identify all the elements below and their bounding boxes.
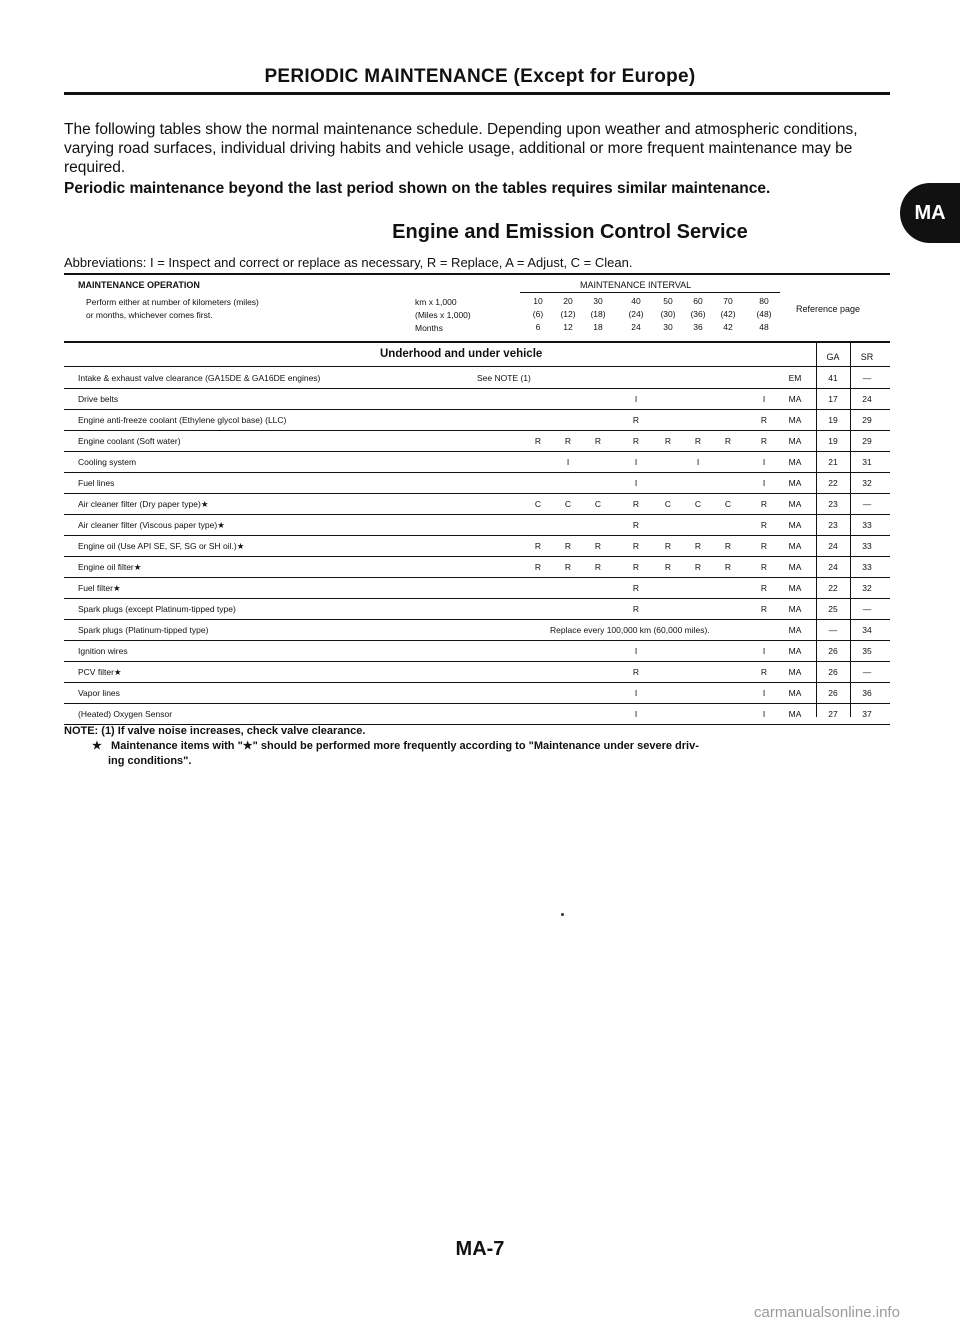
ref-ga: 26 bbox=[828, 688, 838, 698]
ref-sr: — bbox=[862, 499, 872, 509]
ref-section: MA bbox=[788, 436, 802, 446]
interval-cell: I bbox=[762, 709, 766, 719]
interval-miles: (36) bbox=[690, 309, 706, 319]
table-row bbox=[64, 556, 890, 578]
interval-cell: R bbox=[632, 583, 640, 593]
ref-section: MA bbox=[788, 625, 802, 635]
ref-ga: 21 bbox=[828, 457, 838, 467]
notes bbox=[64, 724, 699, 769]
table-row bbox=[64, 577, 890, 599]
interval-miles: (18) bbox=[590, 309, 606, 319]
interval-months: 12 bbox=[563, 322, 573, 332]
ref-sr: 32 bbox=[862, 583, 872, 593]
interval-cell: R bbox=[534, 436, 542, 446]
interval-cell: R bbox=[632, 562, 640, 572]
table-row bbox=[64, 619, 890, 641]
interval-miles: (48) bbox=[756, 309, 772, 319]
interval-cell: R bbox=[760, 499, 768, 509]
interval-cell: R bbox=[664, 562, 672, 572]
operation-label: Fuel filter★ bbox=[78, 583, 121, 593]
table-row bbox=[64, 367, 890, 389]
interval-cell: R bbox=[760, 541, 768, 551]
interval-cell: R bbox=[534, 541, 542, 551]
note-1: NOTE: (1) If valve noise increases, check valve clearance. bbox=[64, 725, 366, 737]
unit-miles: (Miles x 1,000) bbox=[415, 310, 471, 320]
ref-sr: 35 bbox=[862, 646, 872, 656]
interval-km: 50 bbox=[663, 296, 673, 306]
ref-sr: — bbox=[862, 667, 872, 677]
note-2-continued: ing conditions". bbox=[108, 755, 192, 767]
perform-text-2: or months, whichever comes first. bbox=[86, 310, 213, 320]
ref-sr: 32 bbox=[862, 478, 872, 488]
interval-rule bbox=[520, 292, 780, 293]
ref-sr: 31 bbox=[862, 457, 872, 467]
operation-label: Spark plugs (Platinum-tipped type) bbox=[78, 625, 209, 635]
interval-cell: I bbox=[634, 709, 638, 719]
ref-ga: 17 bbox=[828, 394, 838, 404]
interval-cell: R bbox=[724, 541, 732, 551]
interval-cell: C bbox=[594, 499, 602, 509]
interval-km: 30 bbox=[593, 296, 603, 306]
ref-ga: — bbox=[828, 625, 838, 635]
interval-cell: I bbox=[762, 394, 766, 404]
interval-header: MAINTENANCE INTERVAL bbox=[580, 280, 692, 290]
interval-miles: (6) bbox=[532, 309, 544, 319]
ref-section: MA bbox=[788, 541, 802, 551]
ref-ga: 22 bbox=[828, 478, 838, 488]
operation-label: Engine oil filter★ bbox=[78, 562, 142, 572]
table-row bbox=[64, 451, 890, 473]
interval-miles: (24) bbox=[628, 309, 644, 319]
ref-section: MA bbox=[788, 604, 802, 614]
intro-paragraph: The following tables show the normal maintenance schedule. Depending upon weather and atmospheric conditions, varying road surfaces, individual driving habits and vehicle usage, additional or more frequent maintenance may be required. bbox=[64, 121, 858, 176]
ref-section: MA bbox=[788, 478, 802, 488]
interval-km: 70 bbox=[723, 296, 733, 306]
interval-cell: R bbox=[760, 436, 768, 446]
ref-ga: 23 bbox=[828, 499, 838, 509]
interval-cell: R bbox=[564, 562, 572, 572]
interval-miles: (12) bbox=[560, 309, 576, 319]
interval-cell: R bbox=[632, 667, 640, 677]
interval-cell: R bbox=[564, 541, 572, 551]
page-number: MA-7 bbox=[455, 1238, 505, 1260]
interval-cell: R bbox=[594, 562, 602, 572]
subsection-title: Underhood and under vehicle bbox=[380, 348, 543, 360]
ref-sr: — bbox=[862, 604, 872, 614]
reference-page-header: Reference page bbox=[796, 304, 861, 314]
interval-months: 24 bbox=[631, 322, 641, 332]
interval-months: 6 bbox=[535, 322, 541, 332]
operation-label: (Heated) Oxygen Sensor bbox=[78, 709, 173, 719]
interval-cell: I bbox=[634, 646, 638, 656]
interval-cell: R bbox=[632, 541, 640, 551]
interval-cell: R bbox=[760, 667, 768, 677]
interval-cell: R bbox=[594, 541, 602, 551]
ref-section: MA bbox=[788, 709, 802, 719]
ref-sr: 37 bbox=[862, 709, 872, 719]
interval-km: 60 bbox=[693, 296, 703, 306]
interval-cell: R bbox=[534, 562, 542, 572]
ref-section: MA bbox=[788, 457, 802, 467]
ref-ga: 24 bbox=[828, 541, 838, 551]
table-row bbox=[64, 409, 890, 431]
interval-cell: C bbox=[564, 499, 572, 509]
ref-sr: 29 bbox=[862, 436, 872, 446]
table-row bbox=[64, 703, 890, 725]
ref-col-ga: GA bbox=[826, 352, 840, 362]
ref-ga: 22 bbox=[828, 583, 838, 593]
ref-sr: 33 bbox=[862, 562, 872, 572]
interval-cell: R bbox=[564, 436, 572, 446]
interval-cell: R bbox=[760, 415, 768, 425]
interval-cell: I bbox=[634, 688, 638, 698]
ref-ga: 27 bbox=[828, 709, 838, 719]
operation-label: Air cleaner filter (Viscous paper type)★ bbox=[78, 520, 225, 530]
operation-header: MAINTENANCE OPERATION bbox=[78, 280, 200, 290]
interval-cell: I bbox=[696, 457, 700, 467]
ref-sr: 33 bbox=[862, 520, 872, 530]
interval-miles: (30) bbox=[660, 309, 676, 319]
ref-ga: 25 bbox=[828, 604, 838, 614]
interval-cell: R bbox=[632, 520, 640, 530]
ref-section: MA bbox=[788, 562, 802, 572]
operation-note: See NOTE (1) bbox=[477, 373, 531, 383]
ref-ga: 26 bbox=[828, 646, 838, 656]
interval-cell: I bbox=[634, 478, 638, 488]
interval-cell: I bbox=[762, 478, 766, 488]
ref-section: MA bbox=[788, 688, 802, 698]
interval-cell: C bbox=[694, 499, 702, 509]
interval-cell: R bbox=[694, 436, 702, 446]
operation-label: Engine anti-freeze coolant (Ethylene glycol base) (LLC) bbox=[78, 415, 287, 425]
table-row bbox=[64, 661, 890, 683]
operation-label: Engine oil (Use API SE, SF, SG or SH oil.)★ bbox=[78, 541, 245, 551]
header-bottom-rule bbox=[64, 341, 890, 343]
interval-km: 80 bbox=[759, 296, 769, 306]
interval-cell: I bbox=[634, 394, 638, 404]
table-row bbox=[64, 598, 890, 620]
stray-dot bbox=[561, 913, 564, 916]
interval-months: 18 bbox=[593, 322, 603, 332]
table-row bbox=[64, 430, 890, 452]
interval-km: 10 bbox=[533, 296, 543, 306]
interval-cell: I bbox=[762, 646, 766, 656]
ref-sr: 36 bbox=[862, 688, 872, 698]
interval-cell: R bbox=[632, 415, 640, 425]
perform-text-1: Perform either at number of kilometers (miles) bbox=[86, 297, 259, 307]
intro-bold-paragraph: Periodic maintenance beyond the last period shown on the tables requires similar maintenance. bbox=[64, 180, 771, 197]
interval-cell: R bbox=[632, 499, 640, 509]
interval-cell: R bbox=[694, 562, 702, 572]
operation-label: PCV filter★ bbox=[78, 667, 122, 677]
interval-cell: R bbox=[760, 520, 768, 530]
ref-sr: 33 bbox=[862, 541, 872, 551]
ref-section: MA bbox=[788, 646, 802, 656]
interval-note: Replace every 100,000 km (60,000 miles). bbox=[550, 625, 710, 635]
unit-km: km x 1,000 bbox=[415, 297, 457, 307]
abbreviations: Abbreviations: I = Inspect and correct or replace as necessary, R = Replace, A = Adjust, C = Clean. bbox=[64, 255, 633, 270]
interval-km: 40 bbox=[631, 296, 641, 306]
interval-cell: I bbox=[762, 688, 766, 698]
title-rule bbox=[64, 92, 890, 95]
operation-label: Drive belts bbox=[78, 394, 119, 404]
table-row bbox=[64, 682, 890, 704]
interval-months: 36 bbox=[693, 322, 703, 332]
ref-sr: 29 bbox=[862, 415, 872, 425]
interval-cell: R bbox=[664, 436, 672, 446]
ref-ga: 23 bbox=[828, 520, 838, 530]
interval-cell: R bbox=[760, 583, 768, 593]
ref-col-sr: SR bbox=[860, 352, 874, 362]
operation-label: Intake & exhaust valve clearance (GA15DE & GA16DE engines) bbox=[78, 373, 321, 383]
interval-months: 42 bbox=[723, 322, 733, 332]
ref-sr: 34 bbox=[862, 625, 872, 635]
ref-sr: — bbox=[862, 373, 872, 383]
page-title: PERIODIC MAINTENANCE (Except for Europe) bbox=[264, 66, 696, 87]
unit-months: Months bbox=[415, 323, 443, 333]
ref-section: MA bbox=[788, 499, 802, 509]
interval-months: 30 bbox=[663, 322, 673, 332]
ref-section: MA bbox=[788, 415, 802, 425]
ref-ga: 24 bbox=[828, 562, 838, 572]
interval-cell: I bbox=[566, 457, 570, 467]
interval-cell: R bbox=[724, 562, 732, 572]
section-title: Engine and Emission Control Service bbox=[392, 221, 748, 243]
ref-section: MA bbox=[788, 667, 802, 677]
interval-cell: R bbox=[724, 436, 732, 446]
interval-cell: C bbox=[534, 499, 542, 509]
ref-ga: 19 bbox=[828, 415, 838, 425]
table-top-rule bbox=[64, 273, 890, 275]
operation-label: Engine coolant (Soft water) bbox=[78, 436, 181, 446]
table-row bbox=[64, 640, 890, 662]
interval-cell: R bbox=[760, 562, 768, 572]
table-row bbox=[64, 493, 890, 515]
interval-cell: R bbox=[760, 604, 768, 614]
interval-months: 48 bbox=[759, 322, 769, 332]
table-row bbox=[64, 535, 890, 557]
operation-label: Spark plugs (except Platinum-tipped type) bbox=[78, 604, 236, 614]
ref-section: MA bbox=[788, 520, 802, 530]
note-2 bbox=[64, 739, 699, 754]
watermark: carmanualsonline.info bbox=[754, 1304, 900, 1321]
note-2-text: Maintenance items with "★" should be performed more frequently according to "Maintenance under severe driv- bbox=[111, 740, 699, 752]
star-icon: ★ bbox=[92, 740, 102, 752]
ref-ga: 26 bbox=[828, 667, 838, 677]
operation-label: Vapor lines bbox=[78, 688, 120, 698]
table-row bbox=[64, 388, 890, 410]
interval-cell: R bbox=[594, 436, 602, 446]
interval-cell: R bbox=[694, 541, 702, 551]
interval-cell: I bbox=[634, 457, 638, 467]
operation-label: Air cleaner filter (Dry paper type)★ bbox=[78, 499, 209, 509]
interval-cell: R bbox=[632, 604, 640, 614]
operation-label: Cooling system bbox=[78, 457, 137, 467]
ref-section: MA bbox=[788, 583, 802, 593]
interval-km: 20 bbox=[563, 296, 573, 306]
interval-cell: C bbox=[724, 499, 732, 509]
table-row bbox=[64, 514, 890, 536]
ref-section: EM bbox=[788, 373, 802, 383]
ref-sr: 24 bbox=[862, 394, 872, 404]
section-tab-ma[interactable]: MA bbox=[900, 183, 960, 243]
interval-miles: (42) bbox=[720, 309, 736, 319]
interval-cell: R bbox=[632, 436, 640, 446]
operation-label: Ignition wires bbox=[78, 646, 128, 656]
ref-section: MA bbox=[788, 394, 802, 404]
operation-label: Fuel lines bbox=[78, 478, 115, 488]
table-row bbox=[64, 472, 890, 494]
interval-cell: C bbox=[664, 499, 672, 509]
ref-ga: 41 bbox=[828, 373, 838, 383]
interval-cell: R bbox=[664, 541, 672, 551]
interval-cell: I bbox=[762, 457, 766, 467]
ref-ga: 19 bbox=[828, 436, 838, 446]
